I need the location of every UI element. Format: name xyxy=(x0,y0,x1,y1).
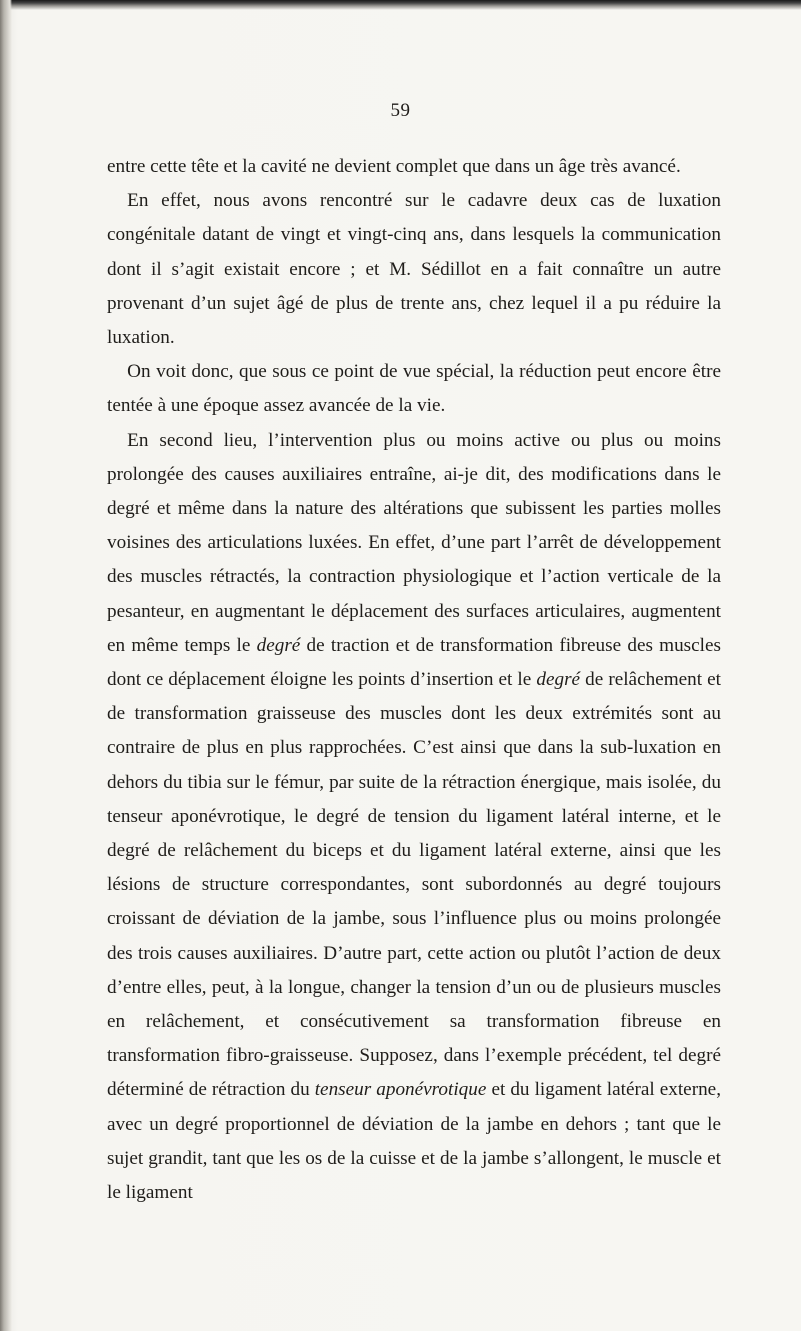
page-top-edge-shadow xyxy=(0,0,801,10)
text-segment: On voit donc, que sous ce point de vue spécial, la réduction peut encore être tentée à une époque assez avancée de la vie. xyxy=(107,361,721,417)
italic-term: degré xyxy=(256,634,301,656)
text-segment: En second lieu, l’intervention plus ou moins active ou plus ou moins prolongée des causes auxiliaires entraîne, ai-je dit, des modifications dans le degré et même dans la nature des altérations que subissent les parties molles voisines des articulations luxées. En effet, d’une part l’arrêt de développement des muscles rétractés, la contraction physiologique et l’action verticale de la pesanteur, en augmentant le déplacement des surfaces articulaires, augmentent en même temps le xyxy=(107,429,721,656)
paragraph-continuation xyxy=(107,150,721,184)
italic-term: tenseur aponévrotique xyxy=(314,1079,487,1101)
italic-term: degré xyxy=(536,669,581,691)
paragraph xyxy=(107,355,721,423)
text-segment: de relâchement et de transformation graisseuse des muscles dont les deux extrémités sont au contraire de plus en plus rapprochées. C’est ainsi que dans la sub-luxation en dehors du tibia sur le fémur, par suite de la rétraction énergique, mais isolée, du tenseur aponévrotique, le degré de tension du ligament latéral interne, et le degré de relâchement du biceps et du ligament latéral externe, ainsi que les lésions de structure correspondantes, sont subordonnés au degré toujours croissant de déviation de la jambe, sous l’influence plus ou moins prolongée des trois causes auxiliaires. D’autre part, cette action ou plutôt l’action de deux d’entre elles, peut, à la longue, changer la tension d’un ou de plusieurs muscles en relâchement, et consécutivement sa transformation fibreuse en transformation fibro-graisseuse. Supposez, dans l’exemple précédent, tel degré déterminé de rétraction du xyxy=(107,669,721,1101)
page-number: 59 xyxy=(390,100,411,121)
text-segment: entre cette tête et la cavité ne devient complet que dans un âge très avancé. xyxy=(107,156,681,177)
paragraph xyxy=(107,184,721,355)
text-segment: En effet, nous avons rencontré sur le cadavre deux cas de luxation congénitale datant de vingt et vingt-cinq ans, dans lesquels la communication dont il s’agit existait encore ; et M. Sédillot en a fait connaître un autre provenant d’un sujet âgé de plus de trente ans, chez lequel il a pu réduire la luxation. xyxy=(107,190,721,349)
page-binding-edge xyxy=(0,0,12,1331)
text-segment: de traction et de transformation fibreuse des muscles dont ce déplacement éloigne les points d’insertion et le xyxy=(107,634,721,691)
paragraph xyxy=(107,424,721,1211)
body-text xyxy=(107,150,721,1210)
text-segment: et du ligament latéral externe, avec un degré proportionnel de déviation de la jambe en dehors ; tant que le sujet grandit, tant que les os de la cuisse et de la jambe s’allongent, le muscle et le ligament xyxy=(107,1079,721,1204)
